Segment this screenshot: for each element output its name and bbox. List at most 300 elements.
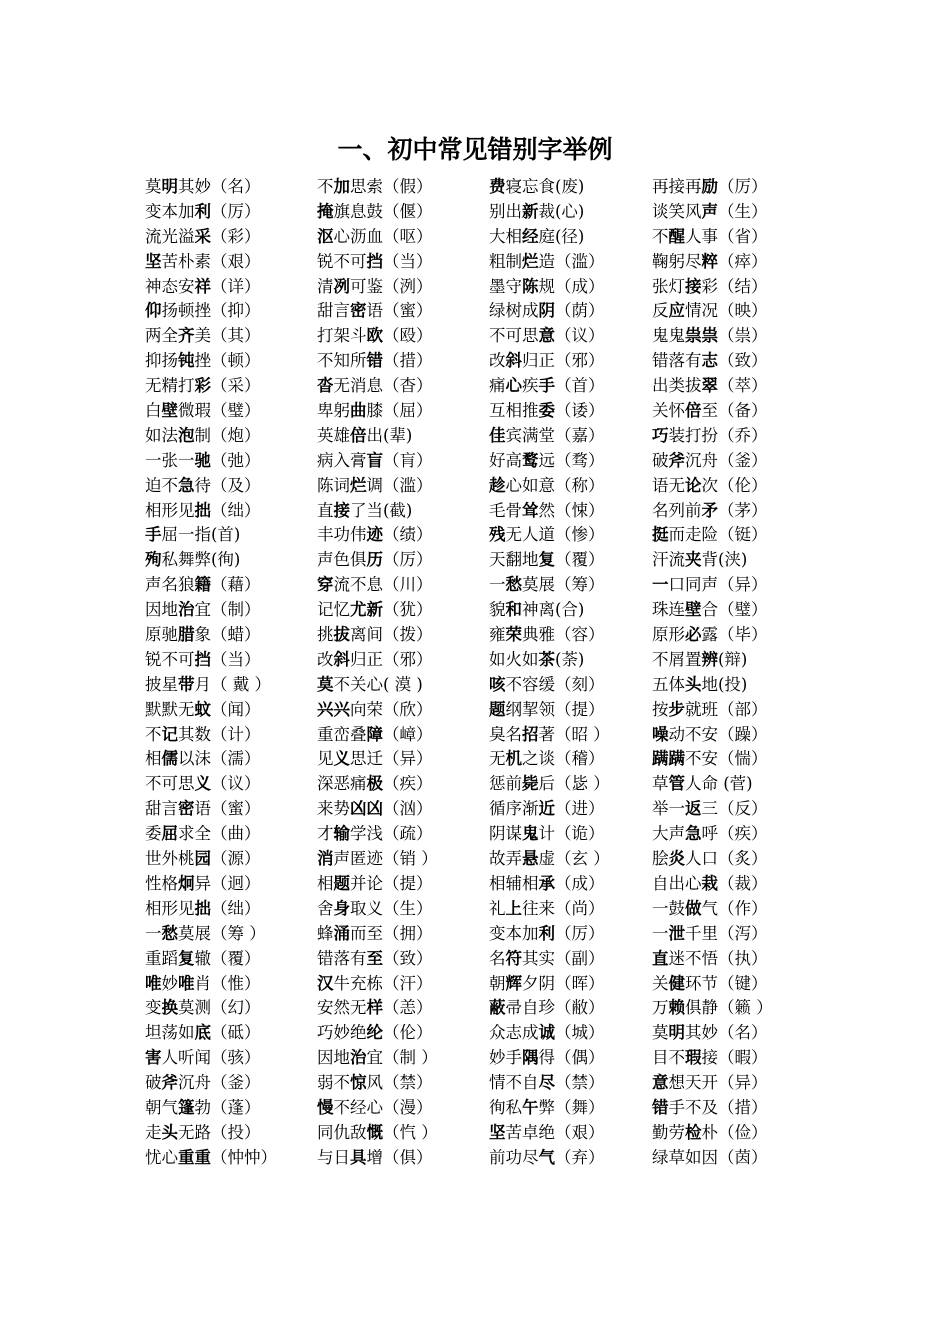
- idiom-text: 待（及）: [194, 475, 261, 495]
- idiom-text: 一鼓: [652, 898, 685, 918]
- idiom-text: 礼: [489, 898, 506, 918]
- entry-row: [145, 200, 805, 225]
- idiom-text: 迷不悟（执）: [668, 948, 768, 968]
- entry-row: [145, 772, 805, 797]
- idiom-text: 得（偶）: [538, 1048, 605, 1068]
- wrong-char: 一: [652, 575, 669, 595]
- idiom-entry: [317, 275, 489, 300]
- idiom-entry: [317, 1096, 489, 1121]
- wrong-char: 辉: [505, 973, 522, 993]
- wrong-char: 样: [366, 998, 383, 1018]
- idiom-text: （绩）: [383, 525, 433, 545]
- wrong-char: 重重: [178, 1147, 211, 1167]
- idiom-text: （生）: [718, 201, 768, 221]
- idiom-text: 取义（生）: [350, 898, 433, 918]
- idiom-entry: [317, 972, 489, 997]
- idiom-entry: [652, 922, 805, 947]
- idiom-entry: [145, 1071, 317, 1096]
- wrong-char: 咳: [489, 674, 506, 694]
- idiom-text: 原驰: [145, 625, 178, 645]
- wrong-char: 迹: [366, 525, 383, 545]
- wrong-char: 承: [538, 873, 555, 893]
- idiom-text: 朴（俭）: [701, 1122, 768, 1142]
- idiom-entry: [489, 399, 652, 424]
- wrong-char: 直: [652, 948, 669, 968]
- idiom-text: 肖（惟）: [194, 973, 261, 993]
- idiom-text: （祟）: [718, 326, 768, 346]
- idiom-text: 打架斗: [317, 326, 367, 346]
- idiom-text: 帚自珍（敝）: [505, 998, 605, 1018]
- idiom-text: 天翻地: [489, 550, 539, 570]
- entry-row: [145, 548, 805, 573]
- idiom-text: 委: [145, 824, 162, 844]
- idiom-entry: [652, 424, 805, 449]
- idiom-text: 流不息（川）: [333, 575, 433, 595]
- idiom-entry: [652, 947, 805, 972]
- wrong-char: 机: [505, 749, 522, 769]
- idiom-entry: [317, 996, 489, 1021]
- idiom-text: 辙（覆）: [194, 948, 261, 968]
- idiom-text: （成）: [555, 873, 605, 893]
- entry-row: [145, 1121, 805, 1146]
- idiom-text: 相: [145, 749, 162, 769]
- idiom-entry: [652, 225, 805, 250]
- wrong-char: 泄: [668, 923, 685, 943]
- idiom-entry: [652, 374, 805, 399]
- wrong-char: 做: [685, 898, 702, 918]
- idiom-text: （厉）: [718, 177, 768, 196]
- idiom-text: 微瑕（璧）: [178, 401, 261, 421]
- idiom-entry: [652, 1071, 805, 1096]
- idiom-text: 莫测（幻）: [178, 998, 261, 1018]
- idiom-text: （忡忡）: [211, 1147, 277, 1167]
- idiom-text: 英雄: [317, 425, 350, 445]
- idiom-entry: [317, 349, 489, 374]
- wrong-char: 愁: [505, 575, 522, 595]
- idiom-entry: [145, 1121, 317, 1146]
- wrong-char: 斧: [161, 1073, 178, 1093]
- wrong-char: 瑕: [685, 1048, 702, 1068]
- idiom-entry: [317, 324, 489, 349]
- wrong-char: 至: [366, 948, 383, 968]
- idiom-text: 无精打: [145, 376, 195, 396]
- wrong-char: 头: [161, 1122, 178, 1142]
- idiom-text: 一: [489, 575, 506, 595]
- wrong-char: 复: [538, 550, 555, 570]
- idiom-entry: [317, 499, 489, 524]
- idiom-text: 变本加: [145, 201, 195, 221]
- idiom-text: 求全（曲）: [178, 824, 261, 844]
- idiom-text: 其实（副）: [522, 948, 605, 968]
- entry-row: [145, 972, 805, 997]
- idiom-text: 才: [317, 824, 334, 844]
- wrong-char: 耸: [522, 500, 539, 520]
- idiom-entry: [317, 449, 489, 474]
- idiom-entry: [317, 399, 489, 424]
- wrong-char: 极: [366, 774, 383, 794]
- wrong-char: 密: [178, 799, 195, 819]
- idiom-entry: [489, 872, 652, 897]
- entry-row: [145, 299, 805, 324]
- idiom-text: 原形: [652, 625, 685, 645]
- idiom-text: 重峦叠: [317, 724, 367, 744]
- idiom-text: 舍: [317, 898, 334, 918]
- idiom-text: 想天开（异）: [668, 1073, 768, 1093]
- wrong-char: 利: [194, 201, 211, 221]
- idiom-text: 三（反）: [701, 799, 768, 819]
- idiom-entry: [145, 275, 317, 300]
- idiom-text: 白: [145, 401, 162, 421]
- wrong-char: 治: [178, 600, 195, 620]
- idiom-entry: [317, 1071, 489, 1096]
- idiom-text: 环节（键）: [685, 973, 768, 993]
- wrong-char: 钝: [178, 351, 195, 371]
- idiom-text: 思迁（异）: [350, 749, 433, 769]
- idiom-text: 关: [652, 973, 669, 993]
- wrong-char: 炯: [178, 873, 195, 893]
- wrong-char: 治: [350, 1048, 367, 1068]
- idiom-text: 故弄: [489, 849, 522, 869]
- idiom-text: （厉）: [211, 201, 261, 221]
- wrong-char: 经: [522, 226, 539, 246]
- idiom-text: 直: [317, 500, 334, 520]
- entry-row: [145, 250, 805, 275]
- wrong-char: 错: [652, 1097, 669, 1117]
- wrong-char: 栽: [701, 873, 718, 893]
- idiom-text: 离间（拨）: [350, 625, 433, 645]
- idiom-text: 人命 (菅): [685, 774, 753, 794]
- idiom-text: 改: [317, 649, 334, 669]
- wrong-char: 上: [505, 898, 522, 918]
- wrong-char: 带: [178, 674, 195, 694]
- idiom-entry: [652, 474, 805, 499]
- wrong-char: 委: [538, 401, 555, 421]
- wrong-char: 凶凶: [350, 799, 383, 819]
- idiom-text: （萃）: [718, 376, 768, 396]
- idiom-text: 异（迥）: [194, 873, 261, 893]
- wrong-char: 醒: [668, 226, 685, 246]
- idiom-text: 变: [145, 998, 162, 1018]
- idiom-text: 迫不: [145, 475, 178, 495]
- wrong-char: 尤新: [350, 600, 383, 620]
- idiom-text: 前功尽: [489, 1147, 539, 1167]
- idiom-text: 来势: [317, 799, 350, 819]
- idiom-text: 如火如: [489, 649, 539, 669]
- idiom-text: 装打扮（乔）: [668, 425, 768, 445]
- idiom-text: 相形见: [145, 500, 195, 520]
- wrong-char: 佳: [489, 425, 506, 445]
- wrong-char: 志: [701, 351, 718, 371]
- idiom-text: 变本加: [489, 923, 539, 943]
- idiom-entry: [317, 474, 489, 499]
- entry-row: [145, 996, 805, 1021]
- idiom-text: 归正（邪）: [350, 649, 433, 669]
- entry-row: [145, 673, 805, 698]
- idiom-text: 心沥血（呕）: [333, 226, 433, 246]
- idiom-entry: [652, 499, 805, 524]
- entry-row: [145, 449, 805, 474]
- idiom-text: 并论（提）: [350, 873, 433, 893]
- idiom-text: 神态安: [145, 276, 195, 296]
- idiom-entry: [489, 673, 652, 698]
- idiom-text: （疾）: [383, 774, 433, 794]
- wrong-char: 夹: [685, 550, 702, 570]
- idiom-entry: [145, 996, 317, 1021]
- idiom-entry: [652, 972, 805, 997]
- idiom-text: 语（蜜）: [366, 301, 433, 321]
- idiom-text: （厉）: [555, 923, 605, 943]
- idiom-text: 抑扬: [145, 351, 178, 371]
- wrong-char: 兴兴: [317, 699, 350, 719]
- idiom-text: 牛充栋（汗）: [333, 973, 433, 993]
- idiom-text: 动不安（躁）: [668, 724, 768, 744]
- wrong-char: 祟祟: [685, 326, 718, 346]
- idiom-text: 破: [652, 450, 669, 470]
- idiom-entry: [652, 673, 805, 698]
- wrong-char: 历: [366, 550, 383, 570]
- wrong-char: 盲: [366, 450, 383, 470]
- idiom-text: 出类拔: [652, 376, 702, 396]
- idiom-entry: [317, 598, 489, 623]
- wrong-char: 拙: [194, 500, 211, 520]
- idiom-entry: [317, 523, 489, 548]
- wrong-char: 身: [333, 898, 350, 918]
- idiom-text: 然（悚）: [538, 500, 605, 520]
- idiom-text: 大声: [652, 824, 685, 844]
- idiom-text: 一张一: [145, 450, 195, 470]
- entry-row: [145, 822, 805, 847]
- idiom-text: 宾满堂（嘉）: [505, 425, 605, 445]
- idiom-text: （议）: [211, 774, 261, 794]
- wrong-char: 密: [350, 301, 367, 321]
- idiom-text: 露（毕）: [701, 625, 768, 645]
- wrong-char: 错: [366, 351, 383, 371]
- wrong-char: 慢: [317, 1097, 334, 1117]
- idiom-text: 阴谋: [489, 824, 522, 844]
- wrong-char: 具: [350, 1147, 367, 1167]
- idiom-text: 目不: [652, 1048, 685, 1068]
- idiom-text: 按: [652, 699, 669, 719]
- idiom-entry: [652, 1146, 805, 1171]
- idiom-text: 计（诡）: [538, 824, 605, 844]
- idiom-text: 情不自: [489, 1073, 539, 1093]
- idiom-text: 挑: [317, 625, 334, 645]
- idiom-entry: [489, 972, 652, 997]
- idiom-entry: [145, 573, 317, 598]
- wrong-char: 悬: [522, 849, 539, 869]
- idiom-text: 声色俱: [317, 550, 367, 570]
- idiom-text: 举一: [652, 799, 685, 819]
- wrong-char: 消: [317, 849, 334, 869]
- idiom-entry: [489, 847, 652, 872]
- wrong-char: 明: [161, 177, 178, 196]
- idiom-entry: [145, 250, 317, 275]
- idiom-entry: [489, 324, 652, 349]
- idiom-text: 典雅（容）: [522, 625, 605, 645]
- wrong-char: 复: [178, 948, 195, 968]
- idiom-entry: [652, 1096, 805, 1121]
- wrong-char: 茶: [538, 649, 555, 669]
- idiom-text: 脍: [652, 849, 669, 869]
- idiom-entry: [145, 523, 317, 548]
- entry-row: [145, 922, 805, 947]
- idiom-entry: [145, 673, 317, 698]
- wrong-char: 挺: [652, 525, 669, 545]
- entry-row: [145, 897, 805, 922]
- wrong-char: 赖: [668, 998, 685, 1018]
- idiom-text: 病入膏: [317, 450, 367, 470]
- wrong-char: 挡: [366, 251, 383, 271]
- idiom-entry: [317, 1146, 489, 1171]
- idiom-entry: [652, 573, 805, 598]
- idiom-entry: [652, 797, 805, 822]
- wrong-char: 鬼: [522, 824, 539, 844]
- idiom-text: （裁）: [718, 873, 768, 893]
- wrong-char: 障: [366, 724, 383, 744]
- idiom-entry: [145, 548, 317, 573]
- idiom-entry: [652, 449, 805, 474]
- idiom-entry: [145, 747, 317, 772]
- idiom-entry: [652, 275, 805, 300]
- idiom-text: 循序渐: [489, 799, 539, 819]
- idiom-text: 张灯: [652, 276, 685, 296]
- idiom-text: 而走险（铤）: [668, 525, 768, 545]
- wrong-char: 隅: [522, 1048, 539, 1068]
- idiom-text: 纲挈领（提）: [505, 699, 605, 719]
- idiom-text: 如法: [145, 425, 178, 445]
- idiom-text: 声匿迹（销 ）: [333, 849, 438, 869]
- idiom-entry: [652, 1021, 805, 1046]
- idiom-text: 后（毖 ）: [538, 774, 610, 794]
- idiom-entry: [652, 200, 805, 225]
- idiom-text: （禁）: [555, 1073, 605, 1093]
- idiom-entry: [652, 250, 805, 275]
- idiom-text: （议）: [555, 326, 605, 346]
- idiom-text: 不: [652, 226, 669, 246]
- idiom-entry: [317, 250, 489, 275]
- wrong-char: 输: [333, 824, 350, 844]
- idiom-entry: [489, 623, 652, 648]
- idiom-entry: [652, 324, 805, 349]
- idiom-text: 两全: [145, 326, 178, 346]
- idiom-entry: [317, 623, 489, 648]
- idiom-entry: [652, 523, 805, 548]
- idiom-text: 臭名: [489, 724, 522, 744]
- idiom-entry: [652, 349, 805, 374]
- wrong-char: 心: [505, 376, 522, 396]
- idiom-text: 莫展（筹 ）: [178, 923, 266, 943]
- idiom-text: 绿草如因（茵）: [652, 1147, 768, 1167]
- idiom-entry: [145, 847, 317, 872]
- entry-row: [145, 499, 805, 524]
- idiom-text: 改: [489, 351, 506, 371]
- wrong-char: 斧: [668, 450, 685, 470]
- idiom-entry: [145, 623, 317, 648]
- idiom-text: 弊（舞）: [538, 1097, 605, 1117]
- idiom-text: 呼（疾）: [701, 824, 768, 844]
- idiom-entry: [489, 648, 652, 673]
- idiom-text: 合（璧）: [701, 600, 768, 620]
- idiom-text: 之谈（稽）: [522, 749, 605, 769]
- wrong-char: 蚊: [194, 699, 211, 719]
- idiom-entry: [652, 399, 805, 424]
- entry-row: [145, 424, 805, 449]
- idiom-entry: [317, 772, 489, 797]
- wrong-char: 午: [522, 1097, 539, 1117]
- idiom-entry: [489, 922, 652, 947]
- idiom-text: 人事（省）: [685, 226, 768, 246]
- idiom-entry: [652, 1121, 805, 1146]
- wrong-char: 手: [145, 525, 162, 545]
- idiom-text: 清: [317, 276, 334, 296]
- idiom-entry: [145, 1146, 317, 1171]
- idiom-text: 学浅（疏）: [350, 824, 433, 844]
- idiom-entry: [652, 1046, 805, 1071]
- idiom-entry: [489, 822, 652, 847]
- idiom-text: （嶂）: [383, 724, 433, 744]
- wrong-char: 管: [668, 774, 685, 794]
- idiom-text: 旗息鼓（偃）: [333, 201, 433, 221]
- wrong-char: 烂: [522, 251, 539, 271]
- idiom-text: 挫（顿）: [194, 351, 261, 371]
- idiom-entry: [317, 374, 489, 399]
- idiom-entry: [489, 548, 652, 573]
- wrong-char: 费: [489, 177, 506, 196]
- idiom-text: 莫: [145, 177, 162, 196]
- idiom-entry: [489, 1146, 652, 1171]
- idiom-text: 雍: [489, 625, 506, 645]
- entry-row: [145, 648, 805, 673]
- wrong-char: 穿: [317, 575, 334, 595]
- idiom-text: （当）: [383, 251, 433, 271]
- entry-row: [145, 947, 805, 972]
- idiom-text: 卑躬: [317, 401, 350, 421]
- idiom-text: 关怀: [652, 401, 685, 421]
- wrong-char: 挡: [194, 649, 211, 669]
- wrong-char: 底: [194, 1023, 211, 1043]
- idiom-text: 陈词: [317, 475, 350, 495]
- entry-row: [145, 1071, 805, 1096]
- idiom-text: 私舞弊(徇): [161, 550, 241, 570]
- idiom-text: 千里（泻）: [685, 923, 768, 943]
- idiom-text: 不可思: [145, 774, 195, 794]
- idiom-entry: [489, 424, 652, 449]
- idiom-text: 裁(心): [538, 201, 585, 221]
- idiom-text: （首）: [555, 376, 605, 396]
- wrong-char: 烂: [350, 475, 367, 495]
- idiom-entry: [489, 897, 652, 922]
- idiom-text: 象（蜡）: [194, 625, 261, 645]
- idiom-text: （覆）: [555, 550, 605, 570]
- idiom-text: 草: [652, 774, 669, 794]
- idiom-text: 坦荡如: [145, 1023, 195, 1043]
- idiom-text: 苦朴素（艰）: [161, 251, 261, 271]
- idiom-text: 貌: [489, 600, 506, 620]
- idiom-text: 破: [145, 1073, 162, 1093]
- idiom-text: 朝气: [145, 1097, 178, 1117]
- idiom-text: 别出: [489, 201, 522, 221]
- idiom-entry: [652, 548, 805, 573]
- idiom-entry: [489, 1096, 652, 1121]
- wrong-char: 籍: [194, 575, 211, 595]
- entry-row: [145, 1046, 805, 1071]
- idiom-entry: [317, 225, 489, 250]
- wrong-char: 残: [489, 525, 506, 545]
- idiom-text: （绌）: [211, 500, 261, 520]
- wrong-char: 采: [194, 226, 211, 246]
- idiom-text: 接（暇）: [701, 1048, 768, 1068]
- idiom-entry: [317, 698, 489, 723]
